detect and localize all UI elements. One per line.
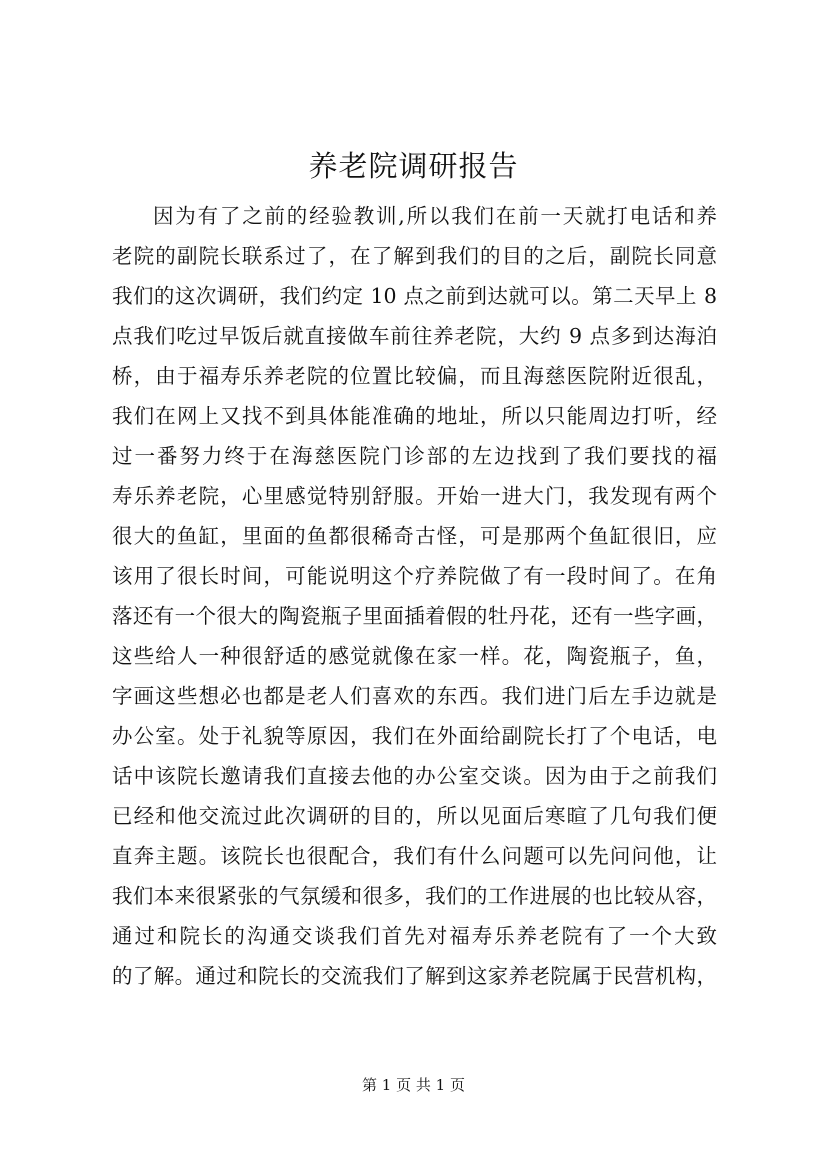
body-line: 点我们吃过早饭后就直接做车前往养老院，大约 9 点多到达海泊 (112, 324, 717, 348)
document-body (112, 196, 717, 996)
body-line: 因为有了之前的经验教训,所以我们在前一天就打电话和养 (153, 204, 717, 228)
body-line: 很大的鱼缸，里面的鱼都很稀奇古怪，可是那两个鱼缸很旧，应 (112, 524, 717, 548)
body-line: 老院的副院长联系过了，在了解到我们的目的之后，副院长同意 (112, 244, 717, 268)
body-line: 寿乐养老院，心里感觉特别舒服。开始一进大门，我发现有两个 (112, 484, 717, 508)
body-line: 办公室。处于礼貌等原因，我们在外面给副院长打了个电话，电 (112, 724, 717, 748)
body-line: 我们本来很紧张的气氛缓和很多，我们的工作进展的也比较从容， (112, 884, 717, 908)
page-footer: 第 1 页 共 1 页 (362, 1076, 465, 1094)
body-line: 字画这些想必也都是老人们喜欢的东西。我们进门后左手边就是 (112, 684, 717, 708)
body-line: 过一番努力终于在海慈医院门诊部的左边找到了我们要找的福 (112, 444, 717, 468)
body-line: 通过和院长的沟通交谈我们首先对福寿乐养老院有了一个大致 (112, 924, 717, 948)
body-line: 桥，由于福寿乐养老院的位置比较偏，而且海慈医院附近很乱， (112, 364, 717, 388)
body-line: 落还有一个很大的陶瓷瓶子里面插着假的牡丹花，还有一些字画， (112, 604, 717, 628)
body-line: 该用了很长时间，可能说明这个疗养院做了有一段时间了。在角 (112, 564, 717, 588)
body-line: 我们在网上又找不到具体能准确的地址，所以只能周边打听，经 (112, 404, 717, 428)
body-line: 的了解。通过和院长的交流我们了解到这家养老院属于民营机构， (112, 964, 717, 988)
document-title: 养老院调研报告 (308, 149, 519, 183)
body-line: 话中该院长邀请我们直接去他的办公室交谈。因为由于之前我们 (112, 764, 717, 788)
body-line: 直奔主题。该院长也很配合，我们有什么问题可以先问问他，让 (112, 844, 717, 868)
body-line: 我们的这次调研，我们约定 10 点之前到达就可以。第二天早上 8 (112, 284, 717, 308)
body-line: 已经和他交流过此次调研的目的，所以见面后寒暄了几句我们便 (112, 804, 717, 828)
body-line: 这些给人一种很舒适的感觉就像在家一样。花，陶瓷瓶子，鱼， (112, 644, 717, 668)
